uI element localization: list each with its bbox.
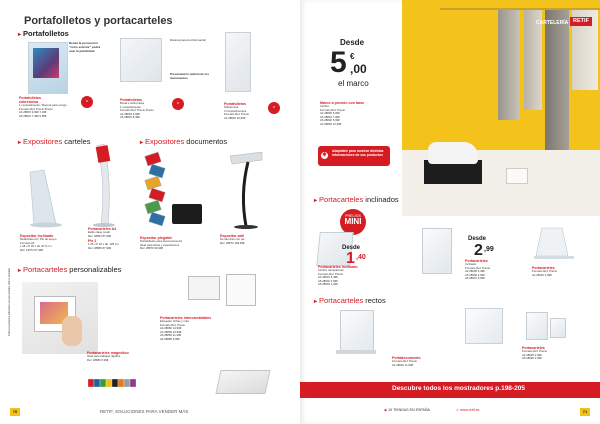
spec-line: A3 28883 24,99€ <box>160 329 182 334</box>
carry-bag-image <box>172 204 202 224</box>
spec-line: Acrílico <box>320 104 330 108</box>
product-portacarteles-a4 <box>88 227 132 250</box>
footer-website-text: www.retif.es <box>460 408 480 412</box>
spec-line: Mural o sobremesa <box>120 101 144 105</box>
product-portafolletos-3 <box>224 102 264 120</box>
brand-logo: RETIF <box>570 17 592 26</box>
product-specs <box>88 231 132 238</box>
tiered-holder-image <box>225 32 251 92</box>
badge-mid: MINI <box>344 217 362 226</box>
spec-line: A5 28884 11,49€ <box>160 333 182 338</box>
straight-holder-image <box>340 310 374 354</box>
product-expositor-plegable <box>140 236 206 251</box>
spec-line: Formato Ref. Precio Precio <box>120 108 154 113</box>
product-specs <box>220 238 286 245</box>
desde-label-2: Desde <box>468 236 487 242</box>
desde-label-1: Desde <box>342 245 361 251</box>
spec-line: Inclinado <box>465 262 477 266</box>
footer-stores <box>384 408 430 412</box>
tall-holder-image <box>422 228 452 274</box>
product-title: Portacarteles <box>522 346 545 350</box>
product-title: Portacarteles <box>532 266 555 270</box>
banner-text: Descubre todos los mostradores p.198-205 <box>392 385 525 392</box>
location-pin-icon: ◉ <box>384 408 388 412</box>
spec-line: Formato Ref. Precio <box>522 349 548 353</box>
color-swatches <box>88 374 138 382</box>
product-portacarteles-2 <box>465 259 525 281</box>
spec-line: A4 28820 19,99€ <box>224 115 246 120</box>
spec-line: Ref. 28870 99,99€ <box>140 246 164 251</box>
product-specs <box>392 360 440 367</box>
product-title: Portacarteles A4 <box>88 227 117 231</box>
spec-line: A4 28920 11,99€ <box>392 362 414 367</box>
spec-line: A4 28818 9,99€ <box>120 111 140 116</box>
product-title: Portacarteles intercambiables <box>160 316 212 320</box>
floor-poster-stand-image <box>88 140 118 228</box>
spec-line: Estilo clase metal <box>88 230 110 234</box>
promo-callout: Desde la promoción "cetro exterior" podrá usar la publicidad <box>69 41 101 53</box>
red-callout-text: Adaptable para mostrar distintas informaciones de sus productos <box>332 149 384 158</box>
spec-line: Formato Ref. Precio <box>392 359 418 363</box>
product-specs <box>465 263 525 281</box>
spec-line: A6 28885 9,99€ <box>160 336 180 341</box>
product-title: Expositor plegable <box>140 236 173 240</box>
shelf-sign-image <box>215 370 270 394</box>
spec-line: A5 28816 7,49€ 5,85€ <box>19 113 47 118</box>
product-title: Portafolletos <box>120 98 142 102</box>
spec-line: Formato Ref. Precio Precio <box>19 106 53 111</box>
product-title: Portadocumento <box>392 356 421 360</box>
product-specs <box>522 350 582 361</box>
product-portacarteles-magnetico <box>87 351 131 362</box>
price-1-int: 1 <box>346 250 355 267</box>
mini-holder-image <box>550 318 566 338</box>
cursor-icon: ➶ <box>456 408 460 412</box>
spec-line: L 25 x P 40 x alt. 128 cm <box>88 242 119 247</box>
hero-price-dec: ,00 <box>350 62 367 76</box>
product-specs <box>318 269 378 287</box>
spec-line: Formato A4 <box>20 240 35 245</box>
product-marco <box>320 101 396 127</box>
product-specs <box>20 238 70 252</box>
price-1-dec: ,40 <box>356 254 366 261</box>
spec-line: A5 28891 7,99€ <box>320 114 340 119</box>
page-number: 70 <box>10 408 20 416</box>
spec-line: De aluminio con pie <box>220 237 245 241</box>
spec-line: A4 28890 5,00€ <box>320 111 340 116</box>
product-title: Expositor inclinado <box>20 234 54 238</box>
price-2-int: 2 <box>474 242 483 259</box>
holder-base-image <box>336 350 376 354</box>
sign-holder-medium-image <box>226 274 256 306</box>
product-specs <box>87 355 131 362</box>
product-specs <box>120 102 160 120</box>
product-title: Portafolletos sobremesa <box>19 96 41 104</box>
product-title: Marco a presión con base <box>320 101 365 105</box>
product-specs <box>19 103 67 118</box>
spec-line: A6 28907 2,99€ <box>465 276 485 281</box>
spec-line: Ref. 43374 57,99€ <box>20 247 44 252</box>
discount-badge: % <box>81 96 93 108</box>
wall-holder-image <box>120 38 162 82</box>
spec-line: Formato Ref. Precio <box>465 265 491 270</box>
section-tag: CARTELERÍA <box>536 20 569 26</box>
product-portacarteles-rectos <box>522 346 582 361</box>
brochure-cover-image <box>33 48 59 78</box>
product-specs <box>88 243 132 250</box>
tilted-stand-image <box>532 226 576 262</box>
spec-line: A6 28892 5,99€ <box>320 118 340 123</box>
product-portafolletos-sobremesa <box>19 96 67 118</box>
product-portacarteles-3 <box>532 266 594 277</box>
foldable-display-image <box>140 150 174 232</box>
discount-badge: % <box>172 98 184 110</box>
hero-price-int: 5 <box>330 46 347 79</box>
hand-image <box>62 316 82 346</box>
spec-line: Formato Ref. Precio <box>532 269 558 273</box>
spec-line: A3 28893 12,99€ <box>320 121 342 126</box>
spec-line: Formato Ref. Precio <box>160 322 186 327</box>
spec-line: Ref. 28865 87,99€ <box>88 245 112 250</box>
spec-line: Ref. 28880 6,99€ <box>87 357 109 362</box>
spec-line: A5 28902 3,99€ <box>318 278 338 283</box>
section-portafolletos: ▸ Portafolletos <box>18 29 69 38</box>
sign-frame-image <box>506 168 528 184</box>
callout-slot: Ranura para la información <box>170 38 207 42</box>
sneakers-image <box>428 142 478 164</box>
side-text: Todos los precios indicados son por unidad, IVA no incluido <box>8 267 11 336</box>
section-expositores-documentos: ▸ Expositores documentos <box>140 137 228 146</box>
product-expositor-inclinado <box>20 234 70 252</box>
spec-line: A4 28910 2,99€ <box>532 272 552 277</box>
callout-presentation: Presentación óptima de los documentos <box>170 72 210 80</box>
discount-badge: % <box>268 102 280 114</box>
spec-line: A4 28901 5,49€ <box>318 275 338 280</box>
page-number: 71 <box>580 408 590 416</box>
lectern-stand-image <box>226 150 266 230</box>
coat-image <box>545 10 569 150</box>
price-2-dec: ,99 <box>484 246 494 253</box>
spec-line: Acrílico transparente <box>318 268 344 272</box>
section-portacarteles-rectos: ▸ Portacarteles rectos <box>314 296 386 305</box>
section-portacarteles-personalizables: ▸ Portacarteles personalizables <box>18 265 122 274</box>
product-title: Portacarteles inclinado <box>318 265 358 269</box>
product-title: Portacarteles magnético <box>87 351 129 355</box>
right-page <box>300 0 600 424</box>
spec-line: A4 28815 9,99€ 7,45€ <box>19 110 47 115</box>
star-icon: ✱ <box>322 152 327 158</box>
spec-line: Metacrilato A4 / Pie de apoyo <box>20 237 57 241</box>
spec-line: A5 28926 1,99€ <box>522 356 542 361</box>
product-portacarteles-inclinado <box>318 265 378 287</box>
spec-line: Sobremesa <box>224 105 239 109</box>
footer-text: RETIF, SOLUCIONES PARA VENDER MÁS <box>100 409 189 414</box>
spec-line: Formato Ref. Precio <box>320 107 346 112</box>
spec-line: 3 compartimentos <box>224 108 247 113</box>
spec-line: A6 28903 1,40€ <box>318 282 338 287</box>
spec-line: A4 28882 14,99€ <box>160 326 182 331</box>
inclined-stand-image <box>22 168 68 228</box>
section-expositores-carteles: ▸ Expositores carteles <box>18 137 91 146</box>
spec-line: A5 28906 3,99€ <box>465 272 485 277</box>
spec-line: 1 compartimento <box>120 104 141 109</box>
red-callout <box>318 146 390 166</box>
product-specs <box>320 105 396 127</box>
product-specs <box>140 240 206 251</box>
spec-line: A4 28925 2,99€ <box>522 352 542 357</box>
product-specs <box>532 270 594 277</box>
sign-holder-small-image <box>188 276 220 300</box>
product-title: Pie 2 <box>88 239 97 244</box>
spec-line: Ref. 28864 87,99€ <box>88 233 112 238</box>
hero-desde: Desde <box>340 38 365 47</box>
spec-line: 1 compartimento / Ranura para el logo <box>19 103 67 107</box>
spec-line: L 28 x P 30 x alt. 97,5 cm <box>20 244 52 249</box>
product-portadocumento <box>392 356 440 367</box>
spec-line: A4 28905 6,49€ <box>465 269 485 274</box>
footer-stores-text: 19 TIENDAS EN ESPAÑA <box>388 408 430 412</box>
product-specs <box>160 320 214 342</box>
product-title: Portacarteles <box>465 259 488 263</box>
promo-banner[interactable] <box>300 382 600 398</box>
spec-line: Etiquetas, fichas y más <box>160 319 189 323</box>
product-expositor-atril <box>220 234 286 245</box>
spec-line: Formato Ref. Precio <box>318 271 344 276</box>
coat-image <box>498 10 520 120</box>
spec-line: Ideal para ferias y exposiciones <box>140 242 180 247</box>
spec-line: Ref. 28872 189,99€ <box>220 240 245 245</box>
product-portafolletos-mural <box>120 98 160 120</box>
section-portacarteles-inclinados: ▸ Portacarteles inclinados <box>314 195 399 204</box>
product-title: Portafolletos <box>224 102 246 106</box>
product-title: Expositor atril <box>220 234 245 238</box>
hero-currency: € <box>350 52 355 61</box>
spec-line: A5 28819 8,49€ <box>120 115 140 120</box>
spec-line: Formato Ref. Precio <box>224 112 250 117</box>
product-portacarteles-intercambiables <box>160 316 214 342</box>
hero-sub: el marco <box>338 79 369 88</box>
product-specs <box>224 106 264 120</box>
spec-line: Ideal para trabajos rápidos <box>87 354 121 358</box>
spec-line: Portafolletos para documentos A4 <box>140 239 182 243</box>
acrylic-block-image <box>465 308 503 344</box>
side-note <box>8 262 14 337</box>
footer-website[interactable] <box>456 408 479 412</box>
mini-holder-image <box>526 312 548 340</box>
badge-top: PRECIOS <box>345 214 361 218</box>
page-title: Portafolletos y portacarteles <box>24 15 173 27</box>
